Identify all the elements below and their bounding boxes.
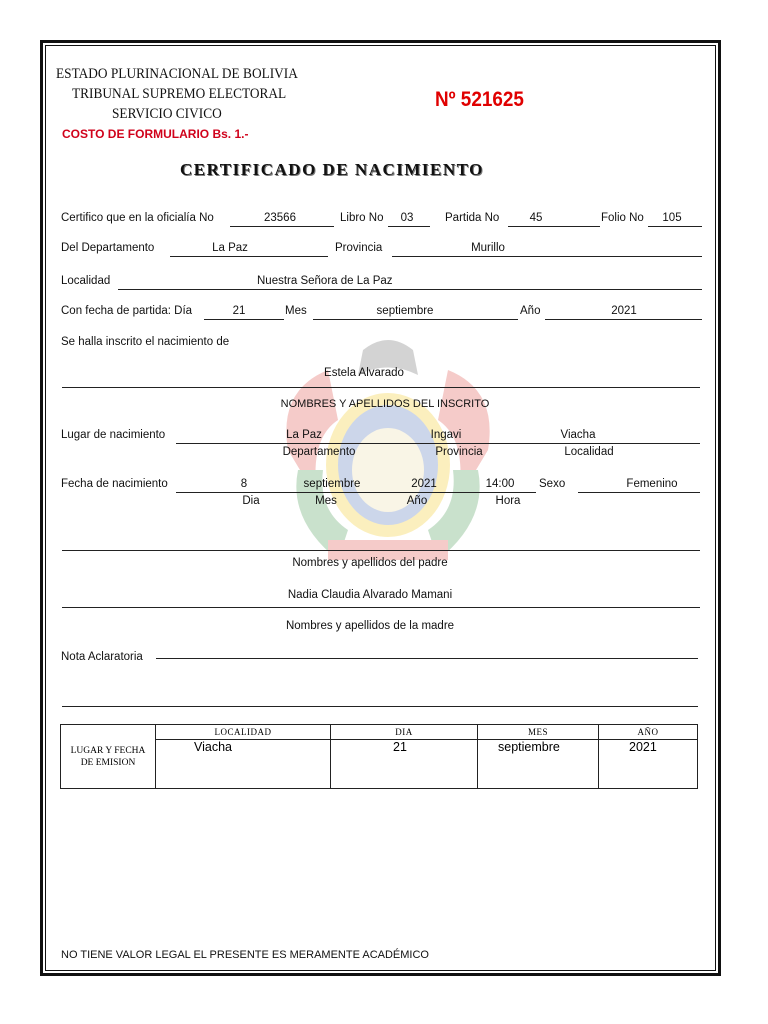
- libro-value: 03: [400, 212, 414, 224]
- madre-nombre: Nadia Claudia Alvarado Mamani: [287, 589, 453, 601]
- emision-table: [60, 724, 698, 789]
- fecha-nacimiento-hora: 14:00: [485, 478, 515, 490]
- provincia-label: Provincia: [335, 242, 383, 254]
- libro-label: Libro No: [340, 212, 384, 224]
- madre-caption: Nombres y apellidos de la madre: [285, 620, 455, 632]
- oficialia-value: 23566: [264, 212, 296, 224]
- fecha-partida-mes: septiembre: [376, 305, 434, 317]
- emision-header-dia: DIA: [331, 725, 478, 740]
- fecha-nacimiento-dia: 8: [240, 478, 248, 490]
- departamento-label: Del Departamento: [61, 242, 155, 254]
- header-line-2: TRIBUNAL SUPREMO ELECTORAL: [72, 86, 287, 102]
- folio-value: 105: [662, 212, 682, 224]
- lugar-nacimiento-label: Lugar de nacimiento: [61, 429, 166, 441]
- emision-dia: 21: [331, 740, 478, 789]
- page-title: CERTIFICADO DE NACIMIENTO: [180, 160, 484, 179]
- lugar-localidad: Viacha: [560, 429, 596, 441]
- lugar-departamento-caption: Departamento: [282, 446, 356, 458]
- lugar-departamento: La Paz: [286, 429, 322, 441]
- fecha-nacimiento-label: Fecha de nacimiento: [61, 478, 168, 490]
- fecha-partida-anio: 2021: [611, 305, 637, 317]
- inscrito-nombre: Estela Alvarado: [324, 367, 404, 379]
- fecha-partida-anio-label: Año: [520, 305, 541, 317]
- emision-localidad: Viacha: [156, 740, 331, 789]
- certificate-number: Nº 521625: [435, 88, 524, 111]
- emision-header-mes: MES: [478, 725, 599, 740]
- fecha-anio-caption: Año: [406, 495, 428, 507]
- emision-header-localidad: LOCALIDAD: [156, 725, 331, 740]
- sexo-label: Sexo: [539, 478, 566, 490]
- emision-side-label: LUGAR Y FECHA DE EMISION: [61, 725, 156, 789]
- oficialia-label: Certifico que en la oficialía No: [61, 212, 214, 224]
- fecha-dia-caption: Dia: [242, 495, 260, 507]
- folio-label: Folio No: [601, 212, 644, 224]
- emision-anio: 2021: [599, 740, 698, 789]
- sexo-value: Femenino: [626, 478, 678, 490]
- header-line-1: ESTADO PLURINACIONAL DE BOLIVIA: [56, 66, 298, 82]
- header-line-3: SERVICIO CIVICO: [112, 106, 222, 122]
- fecha-partida-mes-label: Mes: [285, 305, 307, 317]
- fecha-hora-caption: Hora: [495, 495, 521, 507]
- emision-mes: septiembre: [478, 740, 599, 789]
- provincia-value: Murillo: [471, 242, 505, 254]
- lugar-provincia: Ingavi: [430, 429, 462, 441]
- lugar-localidad-caption: Localidad: [564, 446, 614, 458]
- localidad-value: Nuestra Señora de La Paz: [257, 275, 393, 287]
- fecha-nacimiento-anio: 2021: [411, 478, 437, 490]
- departamento-value: La Paz: [212, 242, 248, 254]
- padre-caption: Nombres y apellidos del padre: [292, 557, 448, 569]
- fecha-partida-dia: 21: [232, 305, 246, 317]
- fecha-partida-label: Con fecha de partida: Día: [61, 305, 193, 317]
- fecha-mes-caption: Mes: [315, 495, 337, 507]
- fecha-nacimiento-mes: septiembre: [303, 478, 361, 490]
- partida-label: Partida No: [445, 212, 500, 224]
- form-cost: COSTO DE FORMULARIO Bs. 1.-: [62, 127, 249, 141]
- localidad-label: Localidad: [61, 275, 111, 287]
- inscrito-label: Se halla inscrito el nacimiento de: [61, 336, 230, 348]
- lugar-provincia-caption: Provincia: [435, 446, 483, 458]
- footer-disclaimer: NO TIENE VALOR LEGAL EL PRESENTE ES MERAMENTE ACADÉMICO: [61, 949, 429, 961]
- partida-value: 45: [529, 212, 543, 224]
- emision-header-anio: AÑO: [599, 725, 698, 740]
- nota-label: Nota Aclaratoria: [61, 651, 143, 663]
- inscrito-caption: NOMBRES Y APELLIDOS DEL INSCRITO: [280, 398, 490, 410]
